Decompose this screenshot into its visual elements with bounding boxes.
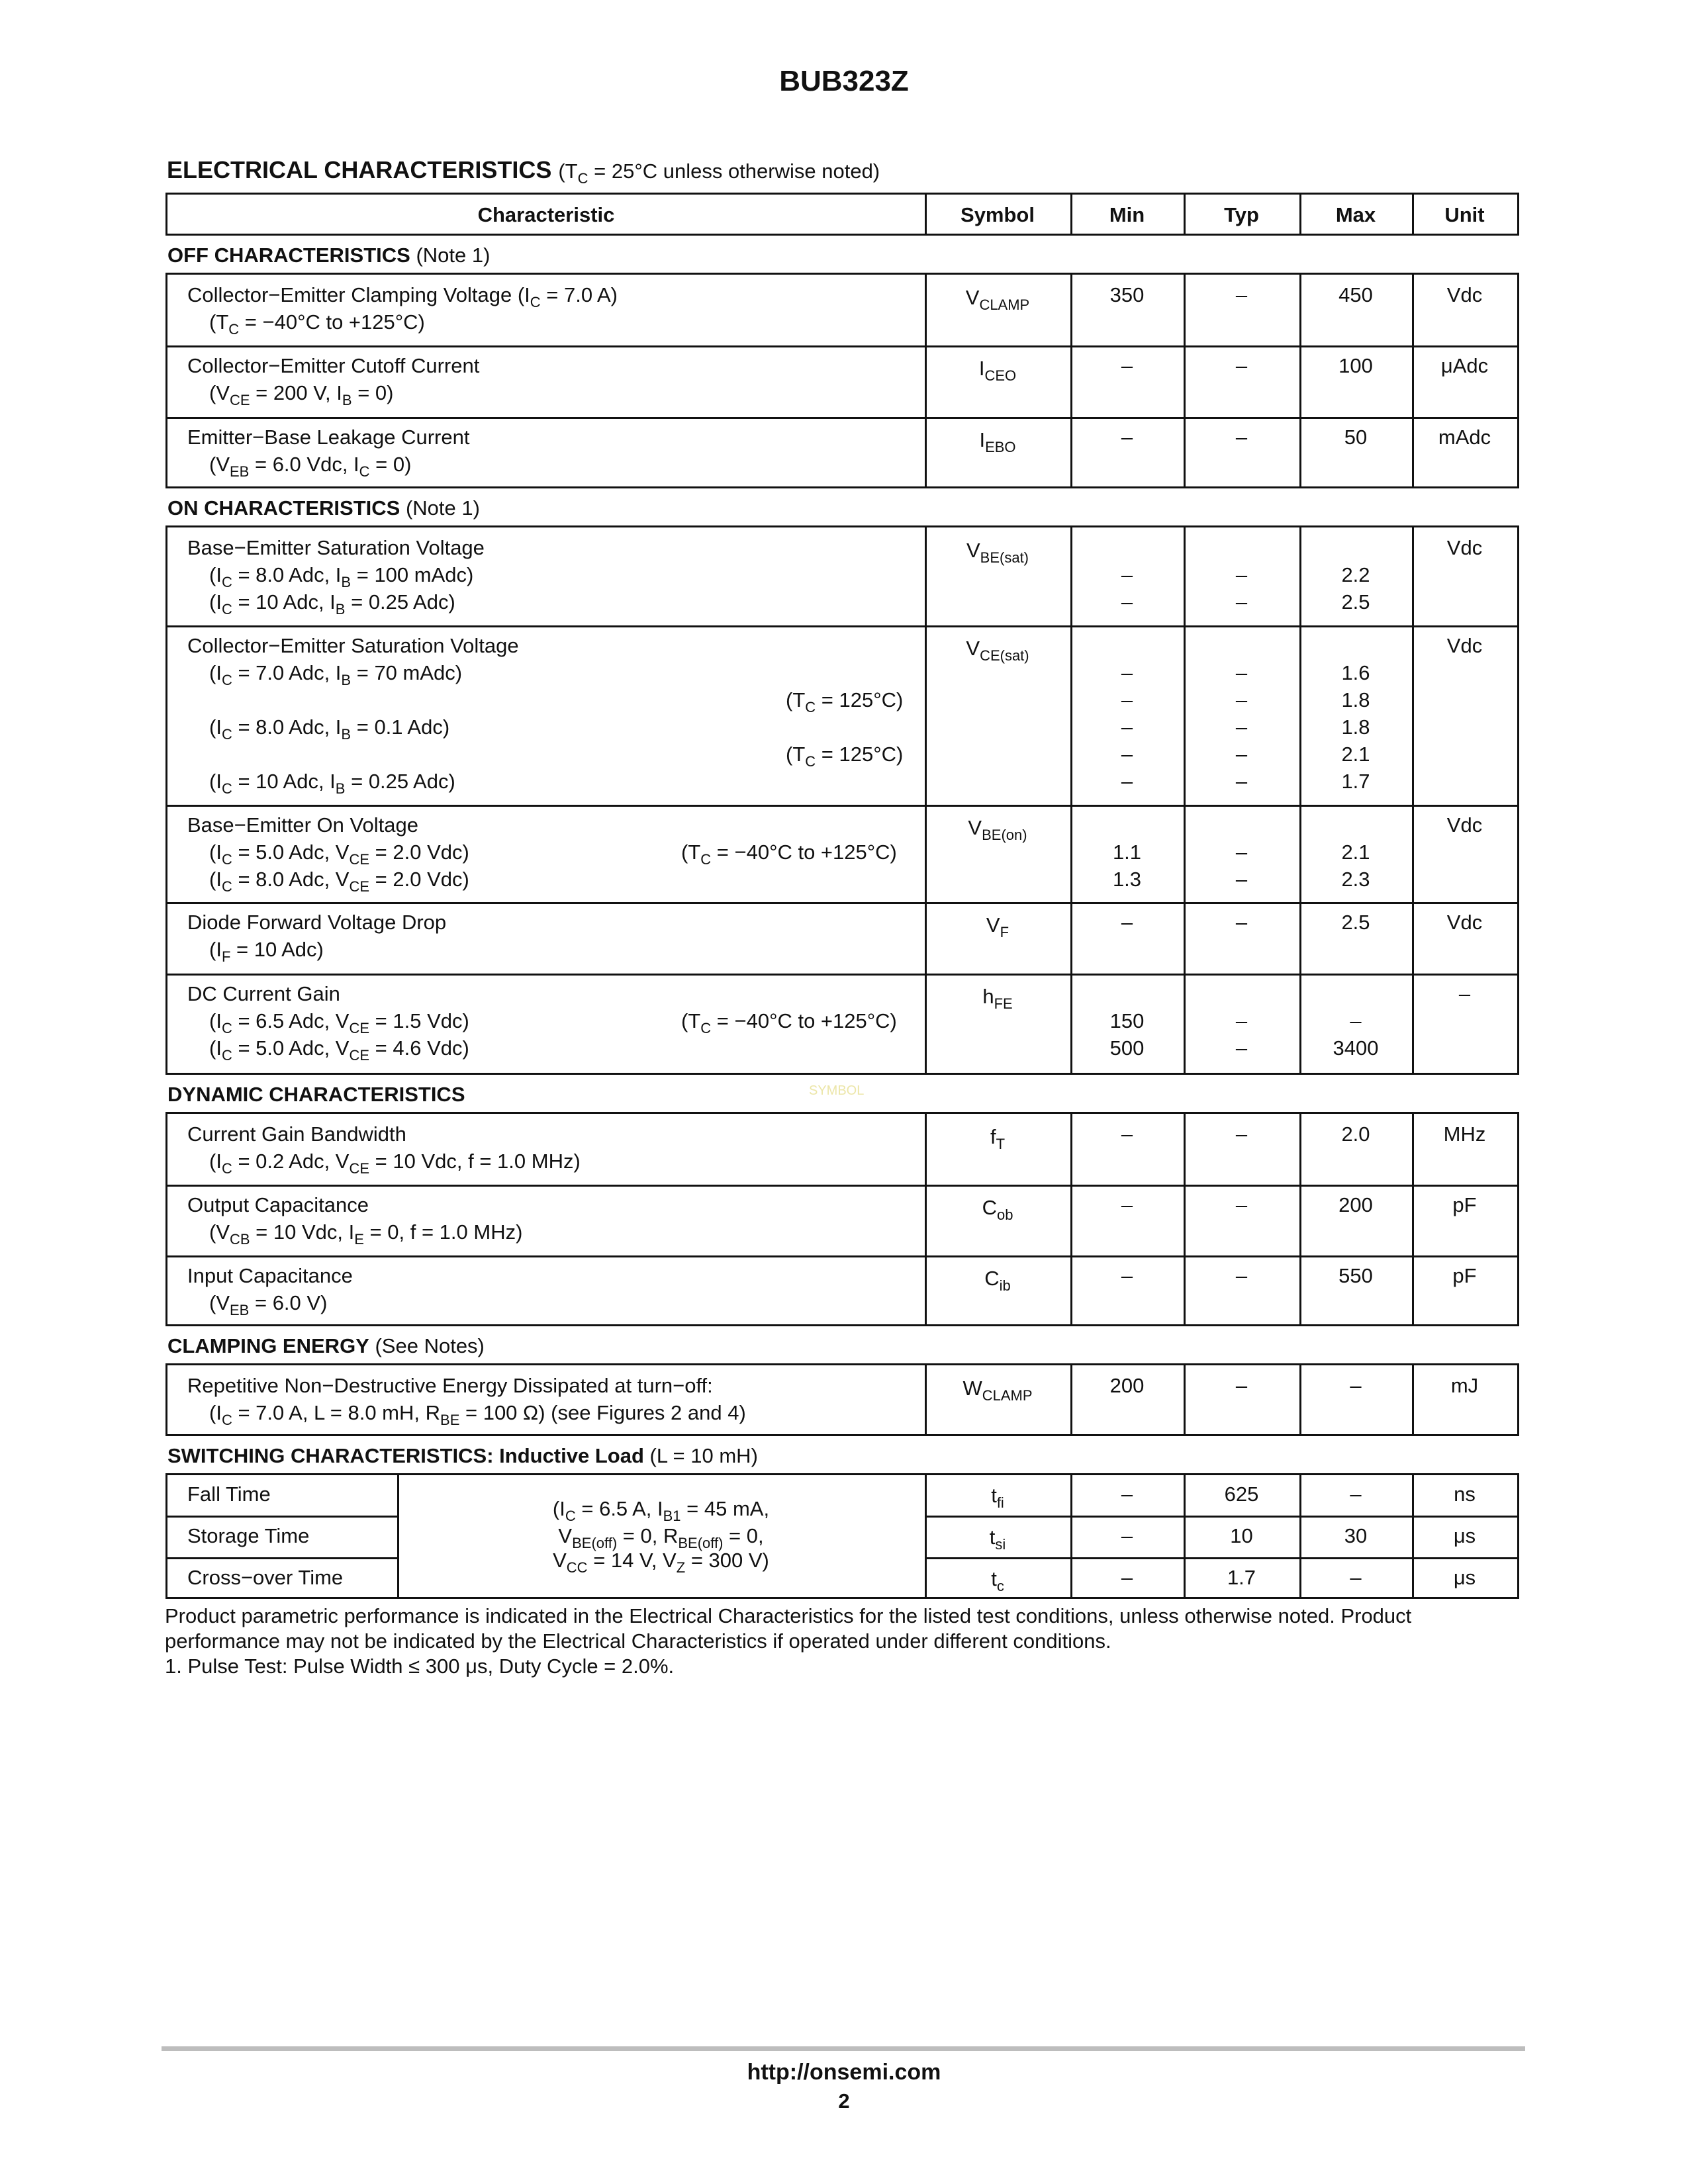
min-value: – <box>1121 1193 1133 1216</box>
footer-url-link[interactable]: http://onsemi.com <box>747 2060 941 2085</box>
typ-value: – <box>1235 770 1248 793</box>
max-value: 550 <box>1338 1264 1373 1287</box>
min-value: – <box>1121 1264 1133 1287</box>
typ-value: – <box>1235 715 1248 739</box>
min-value: – <box>1121 661 1133 684</box>
characteristic-name: Fall Time <box>187 1482 271 1506</box>
footer-divider <box>162 2046 1525 2051</box>
typ-value: – <box>1235 868 1248 891</box>
test-condition: ($V_{EB} = 6.0$ V) <box>209 1291 328 1318</box>
min-value: – <box>1121 743 1133 766</box>
clamping-energy-table <box>165 1363 1519 1436</box>
temperature-condition: $(T_C = 125^\circ C)$ <box>786 743 904 770</box>
typ-value: 1.7 <box>1227 1566 1256 1589</box>
unit: Vdc <box>1446 911 1483 934</box>
max-value: 3400 <box>1333 1036 1379 1060</box>
unit: μAdc <box>1440 354 1489 377</box>
test-condition: ($I_C = 7.0$ A, L = 8.0 mH, $R_{BE} = 100$ Ω) (see Figures 2 and 4) <box>209 1401 746 1428</box>
test-condition: ($I_C = 0.2$ Adc, $V_{CE} = 10$ Vdc, f = 1.0 MHz) <box>209 1150 581 1177</box>
typ-value: – <box>1235 426 1248 449</box>
characteristic-name: Emitter−Base Leakage Current <box>187 426 470 449</box>
typ-value: – <box>1235 661 1248 684</box>
max-value: 1.8 <box>1341 688 1370 711</box>
symbol: $t_c$ <box>991 1567 1004 1594</box>
min-value: – <box>1121 1566 1133 1589</box>
unit: mJ <box>1450 1374 1479 1397</box>
electrical-characteristics-heading: ELECTRICAL CHARACTERISTICS ($T_C = 25^\circ C$ unless otherwise noted) <box>167 156 880 187</box>
test-condition: ($I_F = 10$ Adc) <box>209 938 324 965</box>
max-value: – <box>1350 1482 1362 1506</box>
characteristic-name: Repetitive Non−Destructive Energy Dissipated at turn−off: <box>187 1374 713 1397</box>
max-value: 100 <box>1338 354 1373 377</box>
unit: Vdc <box>1446 634 1483 657</box>
min-value: 350 <box>1109 283 1145 306</box>
min-value: – <box>1121 590 1133 614</box>
min-value: – <box>1121 1122 1133 1146</box>
header-typ: Typ <box>1224 203 1259 226</box>
symbol: $V_{BE(sat)}$ <box>966 539 1029 566</box>
test-condition: ($I_C = 10$ Adc, $I_B = 0.25$ Adc) <box>209 770 455 797</box>
typ-value: – <box>1235 283 1248 306</box>
test-condition: ($I_C = 7.0$ Adc, $I_B = 70$ mAdc) <box>209 661 463 688</box>
test-condition: ($V_{CE} = 200$ V, $I_B = 0$) <box>209 381 394 408</box>
switching-characteristics-heading: SWITCHING CHARACTERISTICS: Inductive Load (L = 10 mH) <box>167 1444 758 1467</box>
max-value: 2.5 <box>1341 911 1370 934</box>
max-value: 2.5 <box>1341 590 1370 614</box>
min-value: 200 <box>1109 1374 1145 1397</box>
header-symbol: Symbol <box>961 203 1035 226</box>
header-min: Min <box>1109 203 1145 226</box>
max-value: 200 <box>1338 1193 1373 1216</box>
header-characteristic: Characteristic <box>477 203 615 226</box>
max-value: 30 <box>1344 1524 1368 1547</box>
max-value: 450 <box>1338 283 1373 306</box>
symbol: $f_T$ <box>990 1125 1006 1152</box>
typ-value: – <box>1235 1374 1248 1397</box>
characteristic-name: Base−Emitter On Voltage <box>187 813 418 837</box>
max-value: 2.3 <box>1341 868 1370 891</box>
min-value: – <box>1121 688 1133 711</box>
max-value: – <box>1350 1566 1362 1589</box>
test-condition: ($I_C = 5.0$ Adc, $V_{CE} = 2.0$ Vdc) <box>209 841 469 868</box>
min-value: – <box>1121 426 1133 449</box>
max-value: 1.7 <box>1341 770 1370 793</box>
temperature-condition: ($T_C = -40^\circ C$ to +125°C) <box>681 841 897 868</box>
unit: μs <box>1453 1524 1476 1547</box>
characteristic-name: Base−Emitter Saturation Voltage <box>187 536 485 559</box>
typ-value: – <box>1235 841 1248 864</box>
typ-value: – <box>1235 1193 1248 1216</box>
test-condition: ($V_{CB} = 10$ Vdc, $I_E = 0$, f = 1.0 MHz) <box>209 1220 523 1248</box>
header-unit: Unit <box>1444 203 1485 226</box>
symbol: $I_{CEO}$ <box>978 357 1017 384</box>
symbol: $t_{si}$ <box>989 1525 1006 1553</box>
dynamic-characteristics-heading: DYNAMIC CHARACTERISTICS <box>167 1083 465 1106</box>
min-value: – <box>1121 563 1133 586</box>
symbol: $V_{CLAMP}$ <box>965 286 1030 313</box>
max-value: 50 <box>1344 426 1368 449</box>
min-value: – <box>1121 1482 1133 1506</box>
symbol: $C_{ib}$ <box>984 1267 1011 1294</box>
test-condition: ($I_C = 8.0$ Adc, $I_B = 0.1$ Adc) <box>209 715 450 743</box>
min-value: 500 <box>1109 1036 1145 1060</box>
symbol: $t_{fi}$ <box>991 1484 1004 1511</box>
characteristic-name: Cross−over Time <box>187 1566 344 1589</box>
test-condition: ($I_C = 8.0$ Adc, $I_B = 100$ mAdc) <box>209 563 474 590</box>
off-characteristics-heading: OFF CHARACTERISTICS (Note 1) <box>167 244 491 267</box>
symbol: $V_{BE(on)}$ <box>968 816 1027 843</box>
typ-value: – <box>1235 688 1248 711</box>
characteristic-name: Collector−Emitter Clamping Voltage ($I_C = 7.0$ A) <box>187 283 618 310</box>
min-value: – <box>1121 715 1133 739</box>
typ-value: 625 <box>1224 1482 1259 1506</box>
max-value: 2.1 <box>1341 841 1370 864</box>
max-value: 1.8 <box>1341 715 1370 739</box>
typ-value: – <box>1235 1009 1248 1032</box>
typ-value: – <box>1235 590 1248 614</box>
document-title: BUB323Z <box>779 65 909 97</box>
column-header-row <box>165 193 1519 236</box>
test-condition: ($I_C = 10$ Adc, $I_B = 0.25$ Adc) <box>209 590 455 617</box>
max-value: 2.0 <box>1341 1122 1370 1146</box>
typ-value: – <box>1235 1036 1248 1060</box>
min-value: 1.3 <box>1112 868 1142 891</box>
off-characteristics-table <box>165 273 1519 488</box>
max-value: – <box>1350 1009 1362 1032</box>
characteristic-name: Collector−Emitter Saturation Voltage <box>187 634 519 657</box>
unit: – <box>1458 982 1471 1005</box>
symbol: $V_{CE(sat)}$ <box>966 637 1029 664</box>
unit: pF <box>1452 1264 1477 1287</box>
characteristic-name: Storage Time <box>187 1524 310 1547</box>
characteristic-name: Diode Forward Voltage Drop <box>187 911 447 934</box>
test-condition: ($I_C = 8.0$ Adc, $V_{CE} = 2.0$ Vdc) <box>209 868 469 895</box>
dynamic-characteristics-table <box>165 1112 1519 1326</box>
unit: μs <box>1453 1566 1476 1589</box>
max-value: – <box>1350 1374 1362 1397</box>
unit: Vdc <box>1446 283 1483 306</box>
symbol: $I_{EBO}$ <box>979 428 1016 455</box>
typ-value: – <box>1235 911 1248 934</box>
min-value: – <box>1121 1524 1133 1547</box>
symbol: $W_{CLAMP}$ <box>962 1377 1033 1404</box>
typ-value: – <box>1235 354 1248 377</box>
unit: ns <box>1454 1482 1476 1506</box>
performance-note: Product parametric performance is indicated in the Electrical Characteristics for the listed test conditions, unless otherwise noted. Product performance may not be indicated by the Electrical Characteristics if operated under different conditions. <box>165 1604 1412 1653</box>
temperature-condition: ($T_C = -40^\circ C$ to +125°C) <box>681 1009 897 1036</box>
unit: Vdc <box>1446 536 1483 559</box>
min-value: 150 <box>1109 1009 1145 1032</box>
typ-value: 10 <box>1230 1524 1253 1547</box>
typ-value: – <box>1235 743 1248 766</box>
min-value: – <box>1121 911 1133 934</box>
test-condition: ($I_C = 5.0$ Adc, $V_{CE} = 4.6$ Vdc) <box>209 1036 469 1064</box>
footnotes <box>165 1604 1522 1679</box>
characteristic-name: Output Capacitance <box>187 1193 369 1216</box>
switching-characteristics-table <box>165 1473 1519 1599</box>
min-value: 1.1 <box>1112 841 1142 864</box>
on-characteristics-heading: ON CHARACTERISTICS (Note 1) <box>167 496 480 520</box>
unit: mAdc <box>1438 426 1491 449</box>
typ-value: – <box>1235 1264 1248 1287</box>
test-condition: ($T_C = -40^\circ C$ to +125°C) <box>209 310 425 338</box>
page-number: 2 <box>838 2089 850 2113</box>
characteristic-name: DC Current Gain <box>187 982 340 1005</box>
symbol: $V_F$ <box>986 913 1009 940</box>
clamping-energy-heading: CLAMPING ENERGY (See Notes) <box>167 1334 485 1357</box>
temperature-condition: $(T_C = 125^\circ C)$ <box>786 688 904 715</box>
min-value: – <box>1121 354 1133 377</box>
min-value: – <box>1121 770 1133 793</box>
test-condition: ($I_C = 6.5$ Adc, $V_{CE} = 1.5$ Vdc) <box>209 1009 469 1036</box>
symbol: $h_{FE}$ <box>982 985 1013 1012</box>
typ-value: – <box>1235 563 1248 586</box>
characteristic-name: Collector−Emitter Cutoff Current <box>187 354 480 377</box>
watermark: SYMBOL <box>809 1083 865 1098</box>
symbol: $C_{ob}$ <box>982 1196 1013 1223</box>
max-value: 2.1 <box>1341 743 1370 766</box>
characteristic-name: Current Gain Bandwidth <box>187 1122 406 1146</box>
characteristic-name: Input Capacitance <box>187 1264 353 1287</box>
switching-test-condition: ($I_C = 6.5$ A, $I_{B1} = 45$ mA, $V_{BE(off)} = 0$, $R_{BE(off)} = 0$, $V_{CC} = 14$ V, $V_Z = 300$ V) <box>552 1497 770 1576</box>
typ-value: – <box>1235 1122 1248 1146</box>
max-value: 2.2 <box>1341 563 1370 586</box>
pulse-test-note: 1. Pulse Test: Pulse Width ≤ 300 μs, Duty Cycle = 2.0%. <box>165 1655 675 1678</box>
unit: Vdc <box>1446 813 1483 837</box>
unit: MHz <box>1443 1122 1486 1146</box>
header-max: Max <box>1335 203 1376 226</box>
unit: pF <box>1452 1193 1477 1216</box>
on-characteristics-table <box>165 525 1519 1075</box>
test-condition: ($V_{EB} = 6.0$ Vdc, $I_C = 0$) <box>209 453 412 480</box>
max-value: 1.6 <box>1341 661 1370 684</box>
